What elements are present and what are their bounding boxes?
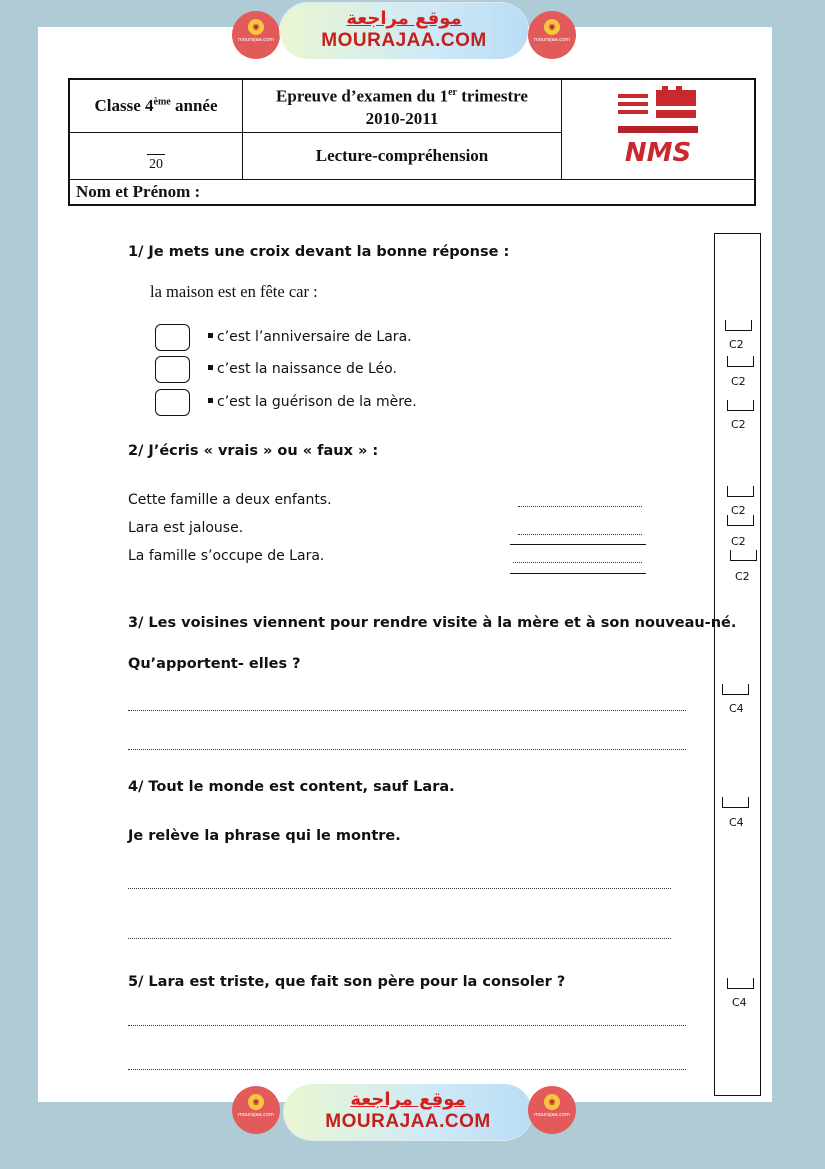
- watermark-banner-bottom: [284, 1084, 532, 1140]
- watermark-latin: MOURAJAA.COM: [321, 30, 487, 51]
- epreuve-prefix: Epreuve d’examen du 1: [276, 86, 449, 106]
- badge-text: mourajaa.com: [533, 1112, 570, 1118]
- q5-title: 5/ Lara est triste, que fait son père pour la consoler ?: [128, 974, 566, 990]
- watermark-arabic: موقع مراجعة: [346, 8, 462, 29]
- q3-answer-line-1[interactable]: [128, 709, 686, 711]
- q2-answer-3[interactable]: [513, 561, 642, 563]
- epreuve-cell: [243, 79, 562, 133]
- watermark-badge-right-bottom: [528, 1086, 576, 1134]
- mark-label: C2: [731, 535, 746, 548]
- q4-answer-line-1[interactable]: [128, 887, 671, 889]
- note-denominator: 20: [147, 154, 165, 173]
- q2-answer-1[interactable]: [518, 505, 642, 507]
- q2-title: 2/ J’écris « vrais » ou « faux » :: [128, 443, 379, 459]
- q1-option-1: [208, 329, 412, 345]
- bullet-icon: [208, 398, 213, 403]
- svg-text:NMS: NMS: [624, 138, 692, 168]
- q1-option-3: [208, 394, 417, 410]
- q3-title: 3/ Les voisines viennent pour rendre visite à la mère et à son nouveau-né.: [128, 615, 737, 631]
- watermark-badge-left-top: [232, 11, 280, 59]
- badge-logo-icon: ◉: [248, 1094, 264, 1110]
- mark-box[interactable]: [725, 320, 752, 331]
- badge-logo-icon: ◉: [248, 19, 264, 35]
- watermark-badge-left-bottom: [232, 1086, 280, 1134]
- mark-box[interactable]: [722, 684, 749, 695]
- mark-box[interactable]: [727, 400, 754, 411]
- mark-label: C2: [731, 504, 746, 517]
- q1-checkbox-2[interactable]: [155, 356, 190, 383]
- note-cell: [69, 133, 243, 180]
- mark-label: C4: [729, 816, 744, 829]
- exam-header-table: [68, 78, 756, 206]
- q1-checkbox-1[interactable]: [155, 324, 190, 351]
- q2-statement-3: La famille s’occupe de Lara.: [128, 548, 325, 564]
- watermark-banner-top: [280, 3, 528, 59]
- mark-label: C2: [731, 375, 746, 388]
- subject-cell: Lecture-compréhension: [243, 133, 562, 180]
- q1-checkbox-3[interactable]: [155, 389, 190, 416]
- classe-sup: ème: [153, 96, 171, 108]
- mark-label: C2: [731, 418, 746, 431]
- classe-cell: [69, 79, 243, 133]
- school-logo-cell: [562, 79, 756, 180]
- nom-prenom-field[interactable]: Nom et Prénom :: [69, 180, 755, 206]
- q2-divider-2: [510, 572, 646, 574]
- q2-statement-2: Lara est jalouse.: [128, 520, 244, 536]
- epreuve-suffix: trimestre: [457, 86, 528, 106]
- mark-label: C2: [735, 570, 750, 583]
- mark-box[interactable]: [727, 978, 754, 989]
- mark-label: C4: [729, 702, 744, 715]
- q1-option-2-text: c’est la naissance de Léo.: [217, 361, 397, 377]
- q4-title: 4/ Tout le monde est content, sauf Lara.: [128, 779, 455, 795]
- q2-divider-1: [510, 543, 646, 545]
- school-logo-icon: [610, 84, 706, 170]
- watermark-badge-right-top: [528, 11, 576, 59]
- q2-answer-2[interactable]: [518, 533, 642, 535]
- school-year: 2010-2011: [365, 108, 439, 128]
- q1-option-1-text: c’est l’anniversaire de Lara.: [217, 329, 412, 345]
- q3-subtitle: Qu’apportent- elles ?: [128, 656, 301, 672]
- badge-logo-icon: ◉: [544, 19, 560, 35]
- q1-title: 1/ Je mets une croix devant la bonne réponse :: [128, 244, 510, 260]
- epreuve-sup: er: [448, 87, 457, 99]
- q4-subtitle: Je relève la phrase qui le montre.: [128, 828, 401, 844]
- mark-box[interactable]: [727, 486, 754, 497]
- bullet-icon: [208, 365, 213, 370]
- mark-box[interactable]: [727, 515, 754, 526]
- q5-answer-line-1[interactable]: [128, 1024, 686, 1026]
- mark-box[interactable]: [722, 797, 749, 808]
- badge-text: mourajaa.com: [533, 37, 570, 43]
- badge-text: mourajaa.com: [237, 1112, 274, 1118]
- q5-answer-line-2[interactable]: [128, 1068, 686, 1070]
- mark-label: C4: [732, 996, 747, 1009]
- q1-option-2: [208, 361, 397, 377]
- q3-answer-line-2[interactable]: [128, 748, 686, 750]
- q1-stem: la maison est en fête car :: [150, 282, 318, 301]
- classe-suffix: année: [170, 96, 218, 115]
- badge-logo-icon: ◉: [544, 1094, 560, 1110]
- watermark-latin: MOURAJAA.COM: [325, 1111, 491, 1132]
- mark-box[interactable]: [727, 356, 754, 367]
- mark-label: C2: [729, 338, 744, 351]
- mark-box[interactable]: [730, 550, 757, 561]
- q2-statement-1: Cette famille a deux enfants.: [128, 492, 332, 508]
- q4-answer-line-2[interactable]: [128, 937, 671, 939]
- badge-text: mourajaa.com: [237, 37, 274, 43]
- classe-prefix: Classe 4: [94, 96, 154, 115]
- watermark-arabic: موقع مراجعة: [350, 1089, 466, 1110]
- bullet-icon: [208, 333, 213, 338]
- q1-option-3-text: c’est la guérison de la mère.: [217, 394, 417, 410]
